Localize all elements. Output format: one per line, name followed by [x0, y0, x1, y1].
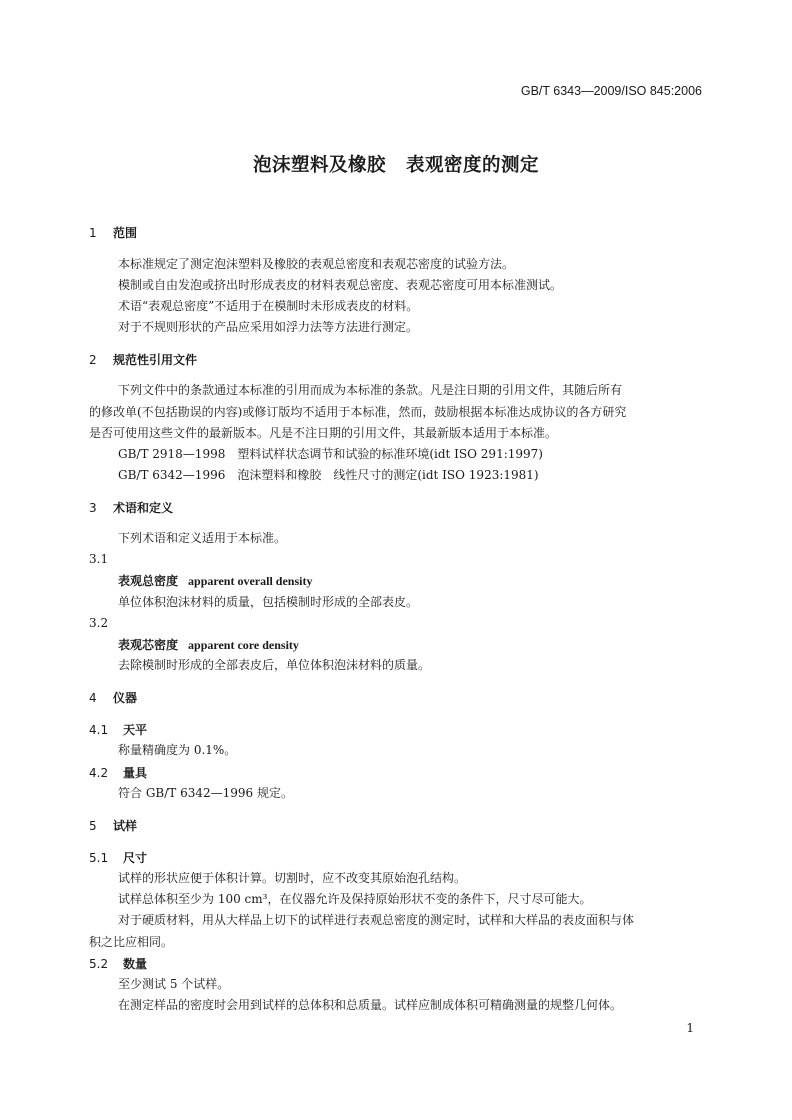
section-title: 规范性引用文件	[113, 353, 198, 367]
section-4-heading	[89, 689, 137, 706]
term-definition: 单位体积泡沫材料的质量，包括模制时形成的全部表皮。	[118, 595, 419, 609]
term-heading	[118, 636, 299, 653]
term-zh: 表观总密度	[118, 574, 179, 588]
paragraph-line: 的修改单(不包括勘误的内容)或修订版均不适用于本标准，然而，鼓励根据本标准达成协议的各方研究	[89, 405, 627, 419]
subsection-4-1-heading	[89, 721, 147, 738]
subsection-title: 量具	[123, 766, 148, 780]
subsection-5-1-heading	[89, 849, 147, 866]
section-number: 4	[89, 691, 97, 705]
paragraph: 试样的形状应便于体积计算。切割时，应不改变其原始泡孔结构。	[118, 871, 467, 885]
subsection-4-2-heading	[89, 764, 147, 781]
paragraph: 对于不规则形状的产品应采用如浮力法等方法进行测定。	[118, 320, 419, 334]
paragraph-line: 是否可使用这些文件的最新版本。凡是不注日期的引用文件，其最新版本适用于本标准。	[89, 426, 558, 440]
reference-item: GB/T 2918—1998 塑料试样状态调节和试验的标准环境(idt ISO 291:1997)	[118, 447, 543, 461]
section-3-heading	[89, 499, 173, 516]
title-part1: 泡沫塑料及橡胶	[252, 155, 386, 176]
paragraph: 试样总体积至少为 100 cm³，在仪器允许及保持原始形状不变的条件下，尺寸尽可能大。	[118, 892, 592, 906]
paragraph: 模制或自由发泡或挤出时形成表皮的材料表观总密度、表观芯密度可用本标准测试。	[118, 278, 563, 292]
subsection-number: 5.2	[89, 957, 109, 971]
paragraph-line: 下列文件中的条款通过本标准的引用而成为本标准的条款。凡是注日期的引用文件，其随后所有	[118, 383, 623, 397]
section-title: 试样	[113, 819, 138, 833]
section-number: 1	[89, 226, 97, 240]
paragraph: 下列术语和定义适用于本标准。	[118, 531, 287, 545]
paragraph: 本标准规定了测定泡沫塑料及橡胶的表观总密度和表观芯密度的试验方法。	[118, 257, 515, 271]
paragraph: 符合 GB/T 6342—1996 规定。	[118, 786, 293, 800]
section-1-heading	[89, 224, 137, 241]
section-title: 范围	[113, 226, 138, 240]
paragraph-line: 积之比应相同。	[89, 935, 174, 949]
section-number: 3	[89, 501, 97, 515]
section-title: 仪器	[113, 691, 138, 705]
term-zh: 表观芯密度	[118, 638, 179, 652]
term-heading	[118, 572, 312, 589]
subsection-number: 5.1	[89, 851, 109, 865]
title-part2: 表观密度的测定	[406, 155, 540, 176]
term-definition: 去除模制时形成的全部表皮后，单位体积泡沫材料的质量。	[118, 658, 431, 672]
page-number: 1	[686, 1021, 694, 1035]
term-number: 3.2	[89, 616, 109, 630]
standard-code: GB/T 6343—2009/ISO 845:2006	[520, 84, 702, 98]
subsection-title: 数量	[123, 957, 148, 971]
subsection-title: 天平	[123, 723, 148, 737]
subsection-5-2-heading	[89, 955, 147, 972]
section-2-heading	[89, 351, 197, 368]
page-title	[0, 151, 792, 177]
subsection-title: 尺寸	[123, 851, 148, 865]
section-number: 2	[89, 353, 97, 367]
paragraph: 至少测试 5 个试样。	[118, 977, 230, 991]
reference-item: GB/T 6342—1996 泡沫塑料和橡胶 线性尺寸的测定(idt ISO 1923:1981)	[118, 468, 539, 482]
term-en: apparent core density	[188, 638, 299, 652]
section-number: 5	[89, 819, 97, 833]
term-number: 3.1	[89, 552, 109, 566]
paragraph-line: 对于硬质材料，用从大样品上切下的试样进行表观总密度的测定时，试样和大样品的表皮面积与体	[118, 913, 635, 927]
subsection-number: 4.1	[89, 723, 109, 737]
paragraph: 称量精确度为 0.1%。	[118, 743, 237, 757]
subsection-number: 4.2	[89, 766, 109, 780]
paragraph: 在测定样品的密度时会用到试样的总体积和总质量。试样应制成体积可精确测量的规整几何体。	[118, 998, 623, 1012]
section-5-heading	[89, 817, 137, 834]
paragraph: 术语“表观总密度”不适用于在模制时未形成表皮的材料。	[118, 299, 419, 313]
section-title: 术语和定义	[113, 501, 174, 515]
term-en: apparent overall density	[188, 574, 313, 588]
